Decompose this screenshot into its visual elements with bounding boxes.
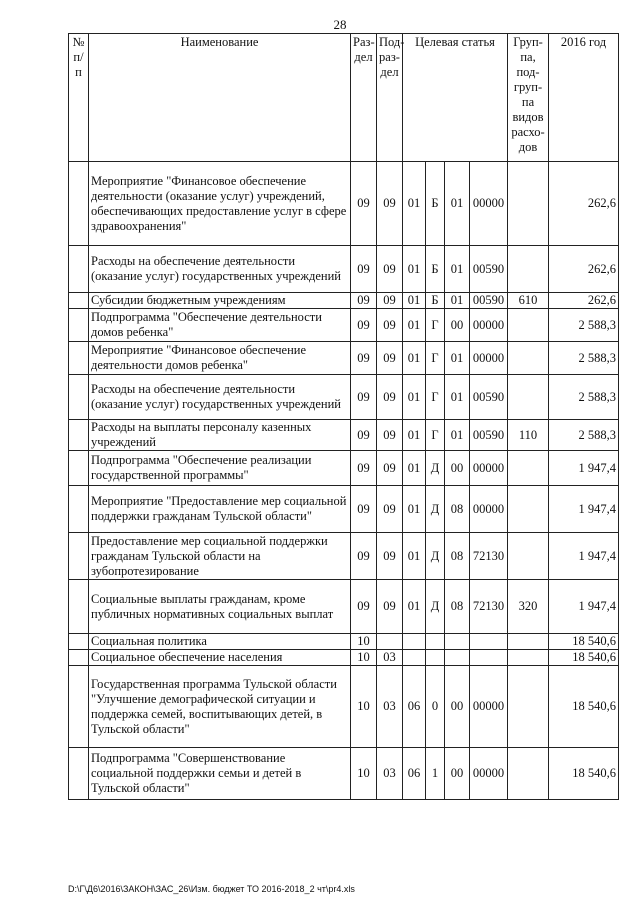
razdel-cell: 09 bbox=[351, 533, 377, 580]
amount-cell: 262,6 bbox=[549, 293, 619, 309]
target-subprogram-cell: Д bbox=[426, 580, 445, 634]
expense-type-cell bbox=[508, 650, 549, 666]
row-num-cell bbox=[69, 650, 89, 666]
target-program-cell bbox=[403, 634, 426, 650]
target-subprogram-cell: 1 bbox=[426, 748, 445, 800]
row-num-cell bbox=[69, 580, 89, 634]
target-program-cell: 01 bbox=[403, 342, 426, 375]
row-name-cell: Мероприятие "Предоставление мер социальной поддержки гражданам Тульской области" bbox=[89, 486, 351, 533]
amount-cell: 1 947,4 bbox=[549, 580, 619, 634]
row-name-cell: Социальные выплаты гражданам, кроме публичных нормативных социальных выплат bbox=[89, 580, 351, 634]
header-year: 2016 год bbox=[549, 34, 619, 162]
table-row bbox=[69, 375, 619, 420]
target-subprogram-cell: Г bbox=[426, 375, 445, 420]
razdel-cell: 09 bbox=[351, 420, 377, 451]
target-event-cell bbox=[445, 650, 470, 666]
target-program-cell: 01 bbox=[403, 375, 426, 420]
target-direction-cell: 00590 bbox=[470, 246, 508, 293]
target-program-cell: 01 bbox=[403, 162, 426, 246]
target-direction-cell bbox=[470, 634, 508, 650]
podrazdel-cell bbox=[377, 634, 403, 650]
row-num-cell bbox=[69, 748, 89, 800]
row-name-cell: Подпрограмма "Обеспечение деятельности домов ребенка" bbox=[89, 309, 351, 342]
target-subprogram-cell: Б bbox=[426, 293, 445, 309]
header-podrazdel: Под- раз- дел bbox=[377, 34, 403, 162]
expense-type-cell bbox=[508, 162, 549, 246]
page-number: 28 bbox=[333, 17, 347, 32]
header-razdel: Раз- дел bbox=[351, 34, 377, 162]
table-row bbox=[69, 162, 619, 246]
row-num-cell bbox=[69, 666, 89, 748]
target-program-cell: 01 bbox=[403, 309, 426, 342]
amount-cell: 2 588,3 bbox=[549, 375, 619, 420]
razdel-cell: 10 bbox=[351, 634, 377, 650]
row-name-cell: Расходы на обеспечение деятельности (оказание услуг) государственных учреждений bbox=[89, 375, 351, 420]
amount-cell: 2 588,3 bbox=[549, 420, 619, 451]
target-program-cell: 01 bbox=[403, 580, 426, 634]
podrazdel-cell: 09 bbox=[377, 533, 403, 580]
podrazdel-cell: 09 bbox=[377, 293, 403, 309]
expense-type-cell: 610 bbox=[508, 293, 549, 309]
target-program-cell: 01 bbox=[403, 420, 426, 451]
target-program-cell: 06 bbox=[403, 666, 426, 748]
table-row bbox=[69, 634, 619, 650]
row-num-cell bbox=[69, 486, 89, 533]
target-program-cell: 01 bbox=[403, 486, 426, 533]
amount-cell: 1 947,4 bbox=[549, 451, 619, 486]
table-row bbox=[69, 451, 619, 486]
razdel-cell: 09 bbox=[351, 342, 377, 375]
podrazdel-cell: 03 bbox=[377, 666, 403, 748]
target-subprogram-cell: 0 bbox=[426, 666, 445, 748]
podrazdel-cell: 09 bbox=[377, 375, 403, 420]
target-event-cell: 01 bbox=[445, 342, 470, 375]
podrazdel-cell: 09 bbox=[377, 309, 403, 342]
budget-table bbox=[68, 33, 619, 800]
razdel-cell: 10 bbox=[351, 650, 377, 666]
target-event-cell: 00 bbox=[445, 309, 470, 342]
target-event-cell: 01 bbox=[445, 375, 470, 420]
expense-type-cell bbox=[508, 533, 549, 580]
target-subprogram-cell: Д bbox=[426, 486, 445, 533]
row-num-cell bbox=[69, 533, 89, 580]
target-program-cell: 01 bbox=[403, 293, 426, 309]
target-direction-cell: 00000 bbox=[470, 309, 508, 342]
row-num-cell bbox=[69, 634, 89, 650]
header-group: Груп- па, под- груп- па видов расхо- дов bbox=[508, 34, 549, 162]
row-num-cell bbox=[69, 375, 89, 420]
podrazdel-cell: 09 bbox=[377, 420, 403, 451]
table-row bbox=[69, 420, 619, 451]
target-event-cell: 00 bbox=[445, 666, 470, 748]
target-subprogram-cell: Д bbox=[426, 451, 445, 486]
expense-type-cell bbox=[508, 375, 549, 420]
table-row bbox=[69, 293, 619, 309]
razdel-cell: 09 bbox=[351, 486, 377, 533]
amount-cell: 1 947,4 bbox=[549, 486, 619, 533]
row-name-cell: Государственная программа Тульской области "Улучшение демографической ситуации и поддержка семей, воспитывающих детей, в Тульской области" bbox=[89, 666, 351, 748]
target-subprogram-cell: Д bbox=[426, 533, 445, 580]
target-event-cell: 01 bbox=[445, 162, 470, 246]
row-num-cell bbox=[69, 293, 89, 309]
target-direction-cell: 72130 bbox=[470, 580, 508, 634]
target-subprogram-cell: Г bbox=[426, 420, 445, 451]
target-direction-cell: 00590 bbox=[470, 420, 508, 451]
table-row bbox=[69, 650, 619, 666]
row-num-cell bbox=[69, 162, 89, 246]
amount-cell: 2 588,3 bbox=[549, 342, 619, 375]
target-event-cell: 00 bbox=[445, 748, 470, 800]
target-direction-cell: 00590 bbox=[470, 375, 508, 420]
podrazdel-cell: 09 bbox=[377, 451, 403, 486]
razdel-cell: 09 bbox=[351, 162, 377, 246]
podrazdel-cell: 09 bbox=[377, 246, 403, 293]
expense-type-cell: 110 bbox=[508, 420, 549, 451]
target-event-cell: 01 bbox=[445, 246, 470, 293]
target-direction-cell: 00000 bbox=[470, 486, 508, 533]
target-event-cell bbox=[445, 634, 470, 650]
row-num-cell bbox=[69, 246, 89, 293]
target-subprogram-cell: Б bbox=[426, 246, 445, 293]
expense-type-cell bbox=[508, 634, 549, 650]
row-name-cell: Подпрограмма "Обеспечение реализации государственной программы" bbox=[89, 451, 351, 486]
table-row bbox=[69, 748, 619, 800]
amount-cell: 262,6 bbox=[549, 162, 619, 246]
target-program-cell: 01 bbox=[403, 533, 426, 580]
row-num-cell bbox=[69, 309, 89, 342]
podrazdel-cell: 03 bbox=[377, 650, 403, 666]
target-direction-cell: 00000 bbox=[470, 748, 508, 800]
amount-cell: 1 947,4 bbox=[549, 533, 619, 580]
target-program-cell: 01 bbox=[403, 246, 426, 293]
row-name-cell: Субсидии бюджетным учреждениям bbox=[89, 293, 351, 309]
amount-cell: 18 540,6 bbox=[549, 748, 619, 800]
expense-type-cell bbox=[508, 451, 549, 486]
target-event-cell: 08 bbox=[445, 580, 470, 634]
expense-type-cell bbox=[508, 486, 549, 533]
row-name-cell: Мероприятие "Финансовое обеспечение деятельности (оказание услуг) учреждений, обеспечивающих предоставление услуг в сфере здравоохранения" bbox=[89, 162, 351, 246]
target-event-cell: 08 bbox=[445, 533, 470, 580]
razdel-cell: 09 bbox=[351, 451, 377, 486]
row-num-cell bbox=[69, 420, 89, 451]
expense-type-cell bbox=[508, 309, 549, 342]
row-name-cell: Предоставление мер социальной поддержки гражданам Тульской области на зубопротезирование bbox=[89, 533, 351, 580]
target-direction-cell: 00000 bbox=[470, 162, 508, 246]
row-name-cell: Социальное обеспечение населения bbox=[89, 650, 351, 666]
table-row bbox=[69, 246, 619, 293]
target-program-cell: 06 bbox=[403, 748, 426, 800]
razdel-cell: 09 bbox=[351, 309, 377, 342]
row-name-cell: Социальная политика bbox=[89, 634, 351, 650]
podrazdel-cell: 03 bbox=[377, 748, 403, 800]
header-row bbox=[69, 34, 619, 162]
target-direction-cell: 00000 bbox=[470, 342, 508, 375]
header-num: № п/п bbox=[69, 34, 89, 162]
target-subprogram-cell: Г bbox=[426, 342, 445, 375]
amount-cell: 18 540,6 bbox=[549, 650, 619, 666]
target-subprogram-cell bbox=[426, 650, 445, 666]
razdel-cell: 09 bbox=[351, 246, 377, 293]
target-program-cell bbox=[403, 650, 426, 666]
expense-type-cell bbox=[508, 246, 549, 293]
row-name-cell: Мероприятие "Финансовое обеспечение деятельности домов ребенка" bbox=[89, 342, 351, 375]
expense-type-cell bbox=[508, 342, 549, 375]
target-subprogram-cell bbox=[426, 634, 445, 650]
table-row bbox=[69, 666, 619, 748]
razdel-cell: 09 bbox=[351, 580, 377, 634]
expense-type-cell: 320 bbox=[508, 580, 549, 634]
table-row bbox=[69, 580, 619, 634]
expense-type-cell bbox=[508, 666, 549, 748]
row-num-cell bbox=[69, 451, 89, 486]
file-path-footer: D:\Г\Д6\2016\ЗАКОН\ЗАС_26\Изм. бюджет ТО 2016-2018_2 чт\pr4.xls bbox=[68, 884, 355, 894]
target-direction-cell: 00590 bbox=[470, 293, 508, 309]
target-program-cell: 01 bbox=[403, 451, 426, 486]
target-subprogram-cell: Г bbox=[426, 309, 445, 342]
target-direction-cell: 00000 bbox=[470, 451, 508, 486]
row-name-cell: Расходы на выплаты персоналу казенных учреждений bbox=[89, 420, 351, 451]
target-subprogram-cell: Б bbox=[426, 162, 445, 246]
target-direction-cell: 00000 bbox=[470, 666, 508, 748]
podrazdel-cell: 09 bbox=[377, 342, 403, 375]
row-num-cell bbox=[69, 342, 89, 375]
amount-cell: 262,6 bbox=[549, 246, 619, 293]
table-row bbox=[69, 533, 619, 580]
razdel-cell: 10 bbox=[351, 666, 377, 748]
header-name: Наименование bbox=[89, 34, 351, 162]
target-event-cell: 08 bbox=[445, 486, 470, 533]
row-name-cell: Расходы на обеспечение деятельности (оказание услуг) государственных учреждений bbox=[89, 246, 351, 293]
amount-cell: 2 588,3 bbox=[549, 309, 619, 342]
table-row bbox=[69, 486, 619, 533]
table-row bbox=[69, 309, 619, 342]
target-event-cell: 01 bbox=[445, 420, 470, 451]
expense-type-cell bbox=[508, 748, 549, 800]
amount-cell: 18 540,6 bbox=[549, 634, 619, 650]
razdel-cell: 10 bbox=[351, 748, 377, 800]
podrazdel-cell: 09 bbox=[377, 580, 403, 634]
row-name-cell: Подпрограмма "Совершенствование социальной поддержки семьи и детей в Тульской области" bbox=[89, 748, 351, 800]
table-row bbox=[69, 342, 619, 375]
target-event-cell: 01 bbox=[445, 293, 470, 309]
target-direction-cell bbox=[470, 650, 508, 666]
target-direction-cell: 72130 bbox=[470, 533, 508, 580]
razdel-cell: 09 bbox=[351, 293, 377, 309]
razdel-cell: 09 bbox=[351, 375, 377, 420]
podrazdel-cell: 09 bbox=[377, 162, 403, 246]
target-event-cell: 00 bbox=[445, 451, 470, 486]
podrazdel-cell: 09 bbox=[377, 486, 403, 533]
header-target: Целевая статья bbox=[403, 34, 508, 162]
amount-cell: 18 540,6 bbox=[549, 666, 619, 748]
